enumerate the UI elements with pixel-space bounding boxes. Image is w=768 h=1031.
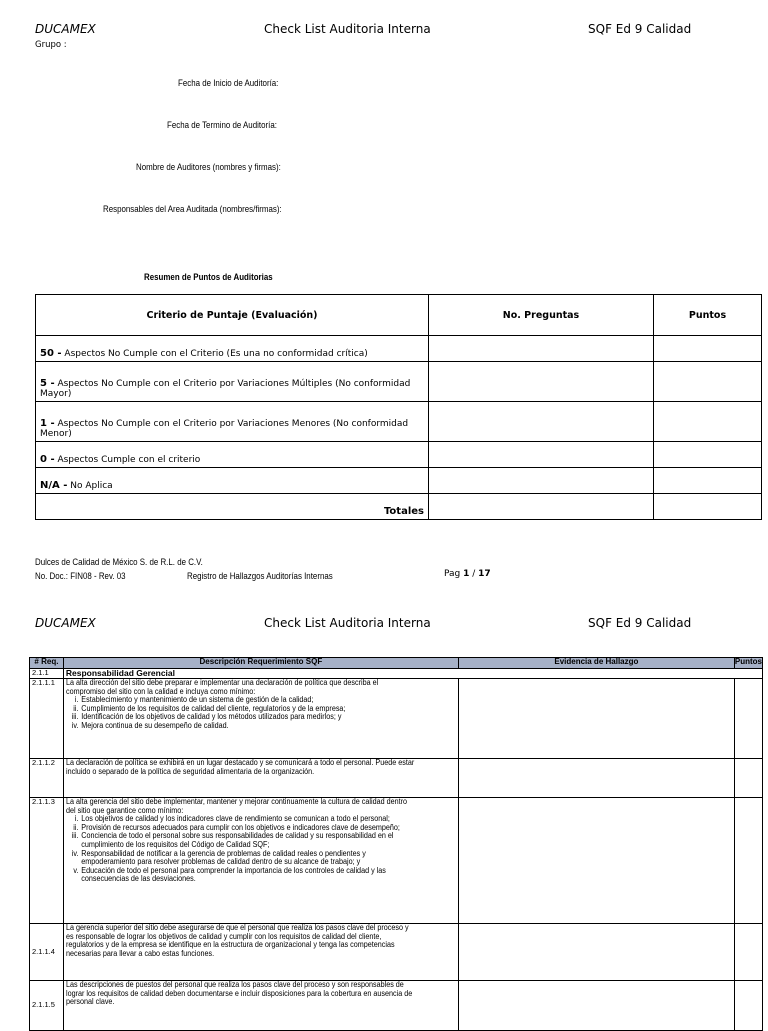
req-number: 2.1.1.5 [30,981,64,1031]
summary-criteria-cell [36,468,429,494]
req-list-item: iv. Mejora continua de su desempeño de calidad. [80,722,417,731]
req-number: 2.1.1.2 [30,759,64,798]
req-list-item: iii. Conciencia de todo el personal sobre sus responsabilidades de calidad y su responsabilidad en el cumplimiento de los requisitos del Código de Calidad SQF; [80,832,417,849]
summary-questions-cell [429,468,654,494]
header-evidence: Evidencia de Hallazgo [458,658,734,669]
field-responsibles: Responsables del Area Auditada (nombres/firmas): [103,204,282,214]
page-number [444,569,491,579]
req-text: La declaración de política se exhibirá en un lugar destacado y se comunicará a todo el personal. Puede estar incluido o separado de la política de seguridad alimentaria de la organización. [65,758,415,776]
req-number: 2.1.1.1 [30,679,64,759]
evidence-cell[interactable] [458,924,734,981]
summary-totals-row [36,494,762,520]
req-list-item: v. Educación de todo el personal para comprender la importancia de los controles de calidad y las consecuencias de las desviaciones. [80,867,417,884]
requirement-row [30,924,763,981]
summary-criteria-cell [36,336,429,362]
summary-criteria-cell [36,442,429,468]
summary-header-criteria: Criterio de Puntaje (Evaluación) [36,295,429,336]
summary-points-cell [654,336,762,362]
req-text: La gerencia superior del sitio debe asegurarse de que el personal que realiza los pasos clave del proceso y es responsable de lograr los objetivos de calidad y cumplir con los requisitos de calidad del cliente, regulatorios y de la empresa se identifique en la estructura de organizacional y tenga las competencias necesarias para llevar a cabo estas funciones. [65,923,409,958]
req-text: La alta dirección del sitio debe preparar e implementar una declaración de política que describa el compromiso del sitio con la calidad e incluya como mínimo: [65,678,379,696]
criteria-text: No Aplica [67,481,113,491]
summary-questions-cell [429,336,654,362]
header-description: Descripción Requerimiento SQF [63,658,458,669]
summary-questions-cell [429,442,654,468]
req-list-item: ii. Provisión de recursos adecuados para cumplir con los objetivos e indicadores clave de desempeño; [80,824,417,833]
criteria-code: 0 - [40,454,55,465]
points-cell[interactable] [734,981,762,1031]
req-list-item: iii. Identificación de los objetivos de calidad y los métodos utilizados para medirlos; y [80,713,417,722]
points-cell[interactable] [734,679,762,759]
totals-points-cell [654,494,762,520]
requirement-row [30,798,763,924]
section-title: Responsabilidad Gerencial [63,669,762,679]
points-cell[interactable] [734,798,762,924]
requirements-table [29,657,763,1031]
req-text: La alta gerencia del sitio debe implementar, mantener y mejorar continuamente la cultura de calidad dentro del sitio que garantice como mínimo: [65,797,407,815]
field-start-date: Fecha de Inicio de Auditoría: [178,78,279,88]
req-description [63,798,458,924]
summary-title: Resumen de Puntos de Auditorias [144,272,273,282]
footer-register: Registro de Hallazgos Auditorías Internas [187,571,333,581]
summary-questions-cell [429,402,654,442]
criteria-code: 1 - [40,418,55,429]
summary-criteria-cell [36,402,429,442]
page-sep: / [469,569,479,579]
summary-questions-cell [429,362,654,402]
group-label: Grupo : [35,40,67,50]
page-prefix: Pag [444,569,464,579]
document-title-p2: Check List Auditoria Interna [264,616,431,630]
req-list-item: i. Establecimiento y mantenimiento de un sistema de gestión de la calidad; [80,696,417,705]
evidence-cell[interactable] [458,798,734,924]
summary-header-points: Puntos [654,295,762,336]
document-title: Check List Auditoria Interna [264,22,431,36]
requirement-row [30,759,763,798]
page-current: 1 [463,569,470,579]
req-list-item: ii. Cumplimiento de los requisitos de calidad del cliente, regulatorios y de la empresa; [80,705,417,714]
summary-row [36,336,762,362]
criteria-code: N/A - [40,480,68,491]
summary-criteria-cell [36,362,429,402]
criteria-text: Aspectos No Cumple con el Criterio por Variaciones Menores (No conformidad Menor) [40,419,409,439]
req-number: 2.1.1.4 [30,924,64,981]
summary-row [36,442,762,468]
summary-points-cell [654,442,762,468]
totals-label: Totales [36,494,429,520]
company-name: DUCAMEX [35,22,96,36]
summary-header-questions: No. Preguntas [429,295,654,336]
footer-doc-number: No. Doc.: FIN08 - Rev. 03 [35,571,126,581]
requirement-row [30,679,763,759]
summary-header-row [36,295,762,336]
req-description [63,759,458,798]
summary-table [35,294,762,520]
req-list-item: i. Los objetivos de calidad y los indicadores clave de rendimiento se comunican a todo el personal; [80,815,417,824]
criteria-text: Aspectos No Cumple con el Criterio por Variaciones Múltiples (No conformidad Mayor) [40,379,411,399]
req-description [63,924,458,981]
criteria-text: Aspectos No Cumple con el Criterio (Es una no conformidad crítica) [61,349,368,359]
header-req-num: # Req. [30,658,64,669]
totals-questions-cell [429,494,654,520]
summary-row [36,362,762,402]
standard-label: SQF Ed 9 Calidad [588,22,692,36]
points-cell[interactable] [734,759,762,798]
summary-points-cell [654,402,762,442]
summary-row [36,468,762,494]
evidence-cell[interactable] [458,759,734,798]
req-text: Las descripciones de puestos del personal que realiza los pasos clave del proceso y son responsables de lograr los requisitos de calidad deben documentarse e incluir disposiciones para la cobertura en ausencia de personal clave. [65,980,413,1007]
req-text-block [66,798,417,884]
evidence-cell[interactable] [458,981,734,1031]
requirement-row [30,981,763,1031]
summary-points-cell [654,362,762,402]
header-points: Puntos [734,658,762,669]
footer-company: Dulces de Calidad de México S. de R.L. de C.V. [35,557,203,567]
criteria-code: 50 - [40,348,62,359]
req-list [66,696,417,730]
evidence-cell[interactable] [458,679,734,759]
section-row [30,669,763,679]
summary-points-cell [654,468,762,494]
page-total: 17 [478,569,491,579]
req-description [63,679,458,759]
section-number: 2.1.1 [30,669,64,679]
criteria-text: Aspectos Cumple con el criterio [54,455,201,465]
req-description [63,981,458,1031]
criteria-code: 5 - [40,378,55,389]
req-text-block [66,679,417,731]
requirements-header-row [30,658,763,669]
standard-label-p2: SQF Ed 9 Calidad [588,616,692,630]
field-end-date: Fecha de Termino de Auditoría: [167,120,277,130]
req-number: 2.1.1.3 [30,798,64,924]
points-cell[interactable] [734,924,762,981]
req-list [66,815,417,884]
req-list-item: iv. Responsabilidad de notificar a la gerencia de problemas de calidad reales o pendientes y empoderamiento para resolver problemas de calidad dentro de su alcance de trabajo; y [80,850,417,867]
summary-row [36,402,762,442]
field-auditors: Nombre de Auditores (nombres y firmas): [136,162,281,172]
company-name-p2: DUCAMEX [35,616,96,630]
